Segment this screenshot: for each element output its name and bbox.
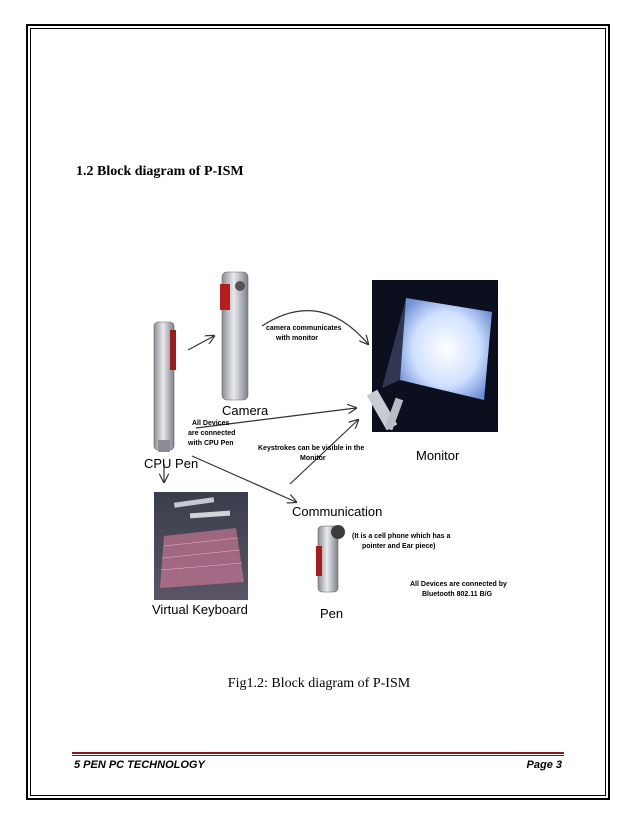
footer-title: 5 PEN PC TECHNOLOGY: [74, 759, 205, 771]
camera-label: Camera: [222, 403, 269, 418]
virtual-keyboard-image: [154, 492, 248, 600]
devices-note-line-2: are connected: [188, 430, 236, 437]
block-diagram-figure: [140, 270, 520, 630]
footer-rule: [72, 752, 564, 754]
devices-note-line-1: All Devices: [192, 420, 230, 427]
cpu-pen-image: [154, 322, 176, 452]
block-diagram: [140, 270, 520, 630]
virtual-keyboard-label: Virtual Keyboard: [152, 602, 248, 617]
footer-page-number: Page 3: [526, 759, 562, 771]
camera-pen-image: [220, 272, 248, 400]
camera-note-line-2: with monitor: [276, 335, 318, 342]
section-heading: 1.2 Block diagram of P-ISM: [76, 164, 244, 179]
monitor-label: Monitor: [416, 448, 460, 463]
communication-label: Communication: [292, 504, 383, 519]
monitor-image: [367, 280, 498, 432]
camera-note-line-1: camera communicates: [266, 325, 342, 332]
phone-note-line-1: (It is a cell phone which has a: [352, 533, 451, 540]
bluetooth-note-line-1: All Devices are connected by: [410, 581, 507, 588]
communication-pen-image: [316, 525, 345, 592]
pen-label: Pen: [320, 606, 344, 621]
keystrokes-note-line-2: Monitor: [300, 455, 326, 462]
cpu-pen-label: CPU Pen: [144, 456, 199, 471]
devices-note-line-3: with CPU Pen: [188, 440, 234, 447]
figure-caption: Fig1.2: Block diagram of P-ISM: [227, 676, 411, 691]
phone-note-line-2: pointer and Ear piece): [362, 543, 436, 550]
keystrokes-note-line-1: Keystrokes can be visible in the: [258, 445, 365, 452]
footer-rule-thin: [72, 755, 564, 756]
bluetooth-note-line-2: Bluetooth 802.11 B/G: [422, 591, 493, 598]
